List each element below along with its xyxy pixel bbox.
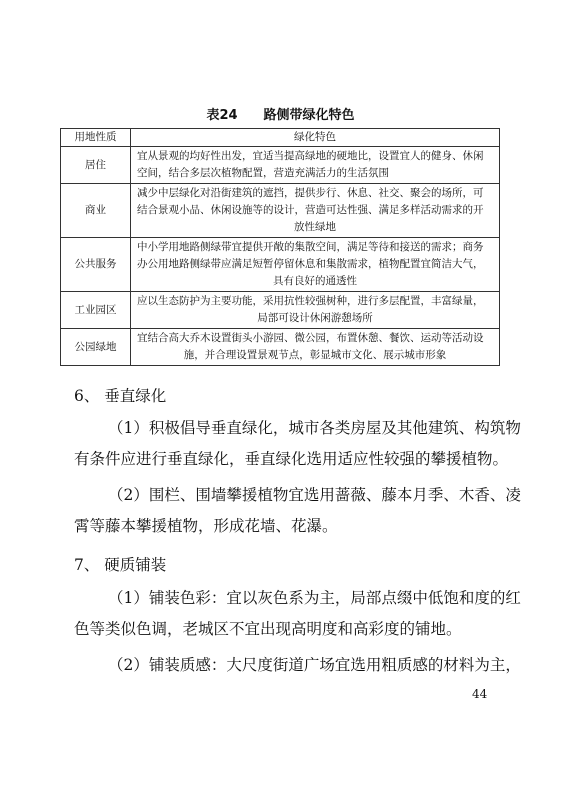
land-use-cell: 商业 [61, 184, 131, 238]
table-row [61, 184, 500, 238]
paragraph-line: （1）铺装色彩：宜以灰色系为主，局部点缀中低饱和度的红 [108, 589, 521, 607]
feature-line: 施，并合理设置景观节点，彰显城市文化、展示城市形象 [183, 349, 447, 361]
section-7-paragraph-1 [74, 583, 521, 645]
table-row [61, 329, 500, 366]
feature-line: 具有良好的通透性 [273, 275, 357, 287]
feature-line: 局部可设计休闲游憩场所 [257, 312, 373, 324]
table-header-row [61, 129, 500, 147]
land-use-cell: 公园绿地 [61, 329, 131, 366]
table-caption [0, 104, 561, 123]
feature-cell [131, 238, 500, 292]
land-use-cell: 公共服务 [61, 238, 131, 292]
feature-cell [131, 147, 500, 184]
feature-line: 宜结合高大乔木设置街头小游园、微公园，布置休憩、餐饮、运动等活动设 [137, 332, 484, 344]
feature-line: 减少中层绿化对沿街建筑的遮挡，提供步行、休息、社交、聚会的场所，可 [137, 187, 484, 199]
section-6-heading: 6、 垂直绿化 [74, 387, 167, 405]
land-use-cell: 居住 [61, 147, 131, 184]
feature-line: 宜从景观的均好性出发，宜适当提高绿地的硬地比，设置宜人的健身、休闲 [137, 150, 484, 162]
table-row [61, 238, 500, 292]
greening-feature-table [60, 128, 500, 366]
paragraph-line: 霄等藤本攀援植物，形成花墙、花瀑。 [74, 517, 338, 535]
header-greening-feature: 绿化特色 [131, 129, 500, 147]
feature-cell [131, 292, 500, 329]
paragraph-line: （1）积极倡导垂直绿化，城市各类房屋及其他建筑、构筑物 [108, 419, 521, 437]
paragraph-line: （2）铺装质感：大尺度街道广场宜选用粗质感的材料为主， [108, 656, 521, 674]
page-number: 44 [472, 687, 488, 701]
section-6-paragraph-2 [74, 480, 521, 542]
feature-line: 空间，结合多层次植物配置，营造充满活力的生活氛围 [137, 167, 389, 179]
table-row [61, 147, 500, 184]
land-use-cell: 工业园区 [61, 292, 131, 329]
feature-line: 结合景观小品、休闲设施等的设计，营造可达性强、满足多样活动需求的开 [137, 204, 484, 216]
table-title: 路侧带绿化特色 [263, 108, 355, 123]
header-land-use: 用地性质 [61, 129, 131, 147]
section-7-heading: 7、 硬质铺装 [74, 556, 167, 574]
feature-cell [131, 184, 500, 238]
feature-cell [131, 329, 500, 366]
feature-line: 中小学用地路侧绿带宜提供开敞的集散空间，满足等待和接送的需求；商务 [137, 241, 484, 253]
table-row [61, 292, 500, 329]
section-6-paragraph-1 [74, 413, 521, 475]
paragraph-line: 有条件应进行垂直绿化，垂直绿化选用适应性较强的攀援植物。 [74, 450, 509, 468]
table-number: 表24 [206, 108, 238, 123]
feature-line: 办公用地路侧绿带应满足短暂停留休息和集散需求，植物配置宜简洁大气， [137, 258, 484, 270]
paragraph-line: 色等类似色调，老城区不宜出现高明度和高彩度的铺地。 [74, 620, 462, 638]
section-7-paragraph-2 [74, 650, 521, 681]
feature-line: 放性绿地 [294, 221, 336, 233]
paragraph-line: （2）围栏、围墙攀援植物宜选用蔷薇、藤本月季、木香、凌 [108, 486, 521, 504]
feature-line: 应以生态防护为主要功能，采用抗性较强树种，进行多层配置，丰富绿量， [137, 295, 484, 307]
